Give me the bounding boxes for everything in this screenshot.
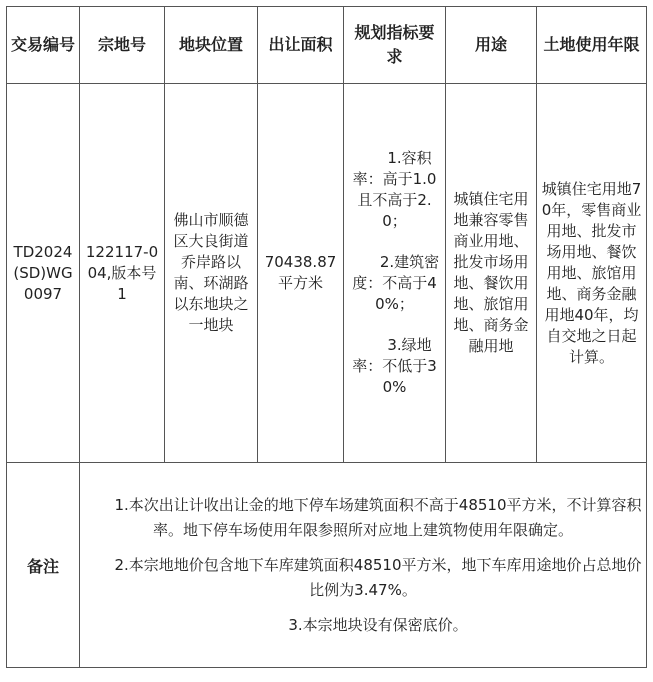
header-area: 出让面积 [258,7,344,84]
planning-item-far: 1.容积率：高于1.0且不高于2.0； [352,149,437,230]
remarks-row [7,463,647,668]
header-parcel-no: 宗地号 [80,7,165,84]
header-location: 地块位置 [165,7,258,84]
cell-usage: 城镇住宅用地兼容零售商业用地、批发市场用地、餐饮用地、旅馆用地、商务金融用地 [446,84,537,463]
remark-item: 1.本次出让计收出让金的地下停车场建筑面积不高于48510平方米，不计算容积率。地下停车场使用年限参照所对应地上建筑物使用年限确定。 [114,495,642,539]
planning-item-density: 2.建筑密度：不高于40%； [352,253,440,313]
remark-item: 2.本宗地地价包含地下车库建筑面积48510平方米，地下车库用途地价占总地价比例为3.47%。 [114,555,642,599]
header-usage: 用途 [446,7,537,84]
remarks-label: 备注 [7,463,80,668]
remark-item: 3.本宗地块设有保密底价。 [288,615,468,634]
cell-area: 70438.87平方米 [258,84,344,463]
header-row [7,7,647,84]
cell-location: 佛山市顺德区大良街道乔岸路以南、环湖路以东地块之一地块 [165,84,258,463]
cell-planning [344,84,446,463]
header-planning: 规划指标要求 [344,7,446,84]
table-row [7,84,647,463]
land-transfer-table [6,6,647,668]
cell-term: 城镇住宅用地70年，零售商业用地、批发市场用地、餐饮用地、旅馆用地、商务金融用地40年，均自交地之日起计算。 [537,84,647,463]
planning-item-green: 3.绿地率：不低于30% [352,336,437,396]
header-trade-no: 交易编号 [7,7,80,84]
remarks-body [80,463,647,668]
header-term: 土地使用年限 [537,7,647,84]
cell-parcel-no: 122117-004,版本号1 [80,84,165,463]
cell-trade-no: TD2024(SD)WG0097 [7,84,80,463]
